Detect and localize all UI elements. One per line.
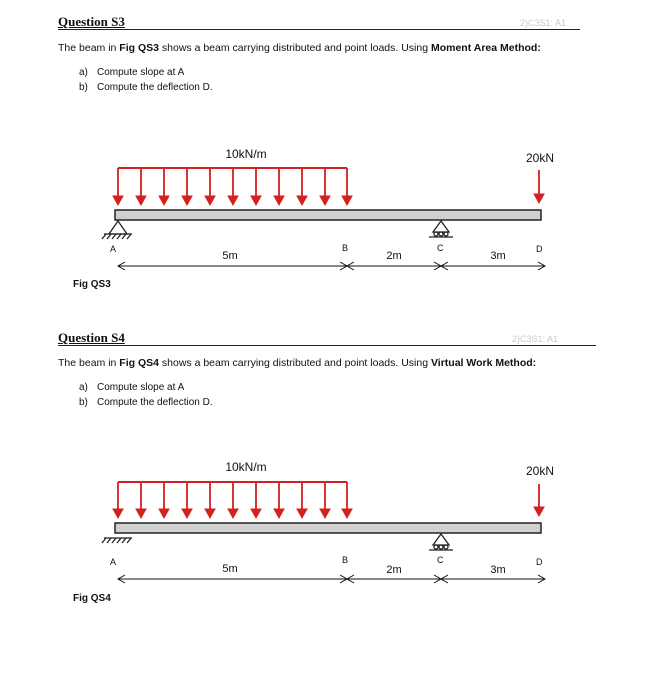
question-s3-text: The beam in Fig QS3 shows a beam carrying distributed and point loads. Using Moment Area Method: (58, 42, 541, 54)
span-bc-label: 2m (386, 564, 402, 576)
question-s4-text: The beam in Fig QS4 shows a beam carrying distributed and point loads. Using Virtual Work Method: (58, 357, 537, 369)
point-c-label: C (437, 555, 444, 565)
point-b-label: B (342, 243, 349, 253)
point-c-label: C (437, 243, 444, 253)
udl-label: 10kN/m (225, 460, 267, 474)
task-item: b) Compute the deflection D. (79, 397, 213, 408)
question-s3-heading: Question S3 (58, 14, 125, 29)
dimension-lines (118, 262, 545, 270)
point-load-arrow (534, 170, 544, 203)
beam-figure-qs4 (0, 455, 655, 605)
fig-reference: Fig QS4 (119, 357, 159, 369)
span-ab-label: 5m (222, 563, 238, 575)
heading-rule (58, 345, 596, 346)
point-a-label: A (110, 557, 117, 567)
faded-mark: 2)C3S1: A1 (520, 18, 567, 28)
pin-support-a (102, 538, 132, 543)
roller-support-c (429, 221, 453, 237)
beam-figure-qs3 (0, 140, 655, 290)
method-name: Moment Area Method: (430, 42, 541, 54)
faded-mark: 2)C3S1: A1 (512, 334, 559, 344)
udl-label: 10kN/m (225, 147, 267, 161)
point-load-label: 20kN (525, 151, 555, 165)
fig-reference: Fig QS3 (119, 42, 159, 54)
heading-rule (58, 29, 580, 30)
point-load-arrow (534, 484, 544, 516)
point-load-label: 20kN (525, 464, 555, 478)
point-d-label: D (536, 244, 543, 254)
question-s4-heading: Question S4 (58, 330, 125, 345)
beam (115, 210, 541, 220)
point-d-label: D (536, 557, 543, 567)
figure-caption-qs4: Fig QS4 (73, 593, 111, 604)
point-a-label: A (110, 244, 117, 254)
distributed-load (113, 168, 352, 205)
method-name: Virtual Work Method: (430, 357, 537, 369)
span-ab-label: 5m (222, 250, 238, 262)
pin-support-a (102, 221, 132, 239)
distributed-load (113, 482, 352, 518)
task-item: a) Compute slope at A (79, 382, 185, 393)
dimension-lines (118, 575, 545, 583)
task-item: b) Compute the deflection D. (79, 82, 213, 93)
span-cd-label: 3m (490, 250, 506, 262)
span-bc-label: 2m (386, 250, 402, 262)
beam (115, 523, 541, 533)
figure-caption-qs3: Fig QS3 (73, 279, 111, 290)
point-b-label: B (342, 555, 349, 565)
roller-support-c (429, 534, 453, 550)
task-item: a) Compute slope at A (79, 67, 185, 78)
span-cd-label: 3m (490, 564, 506, 576)
